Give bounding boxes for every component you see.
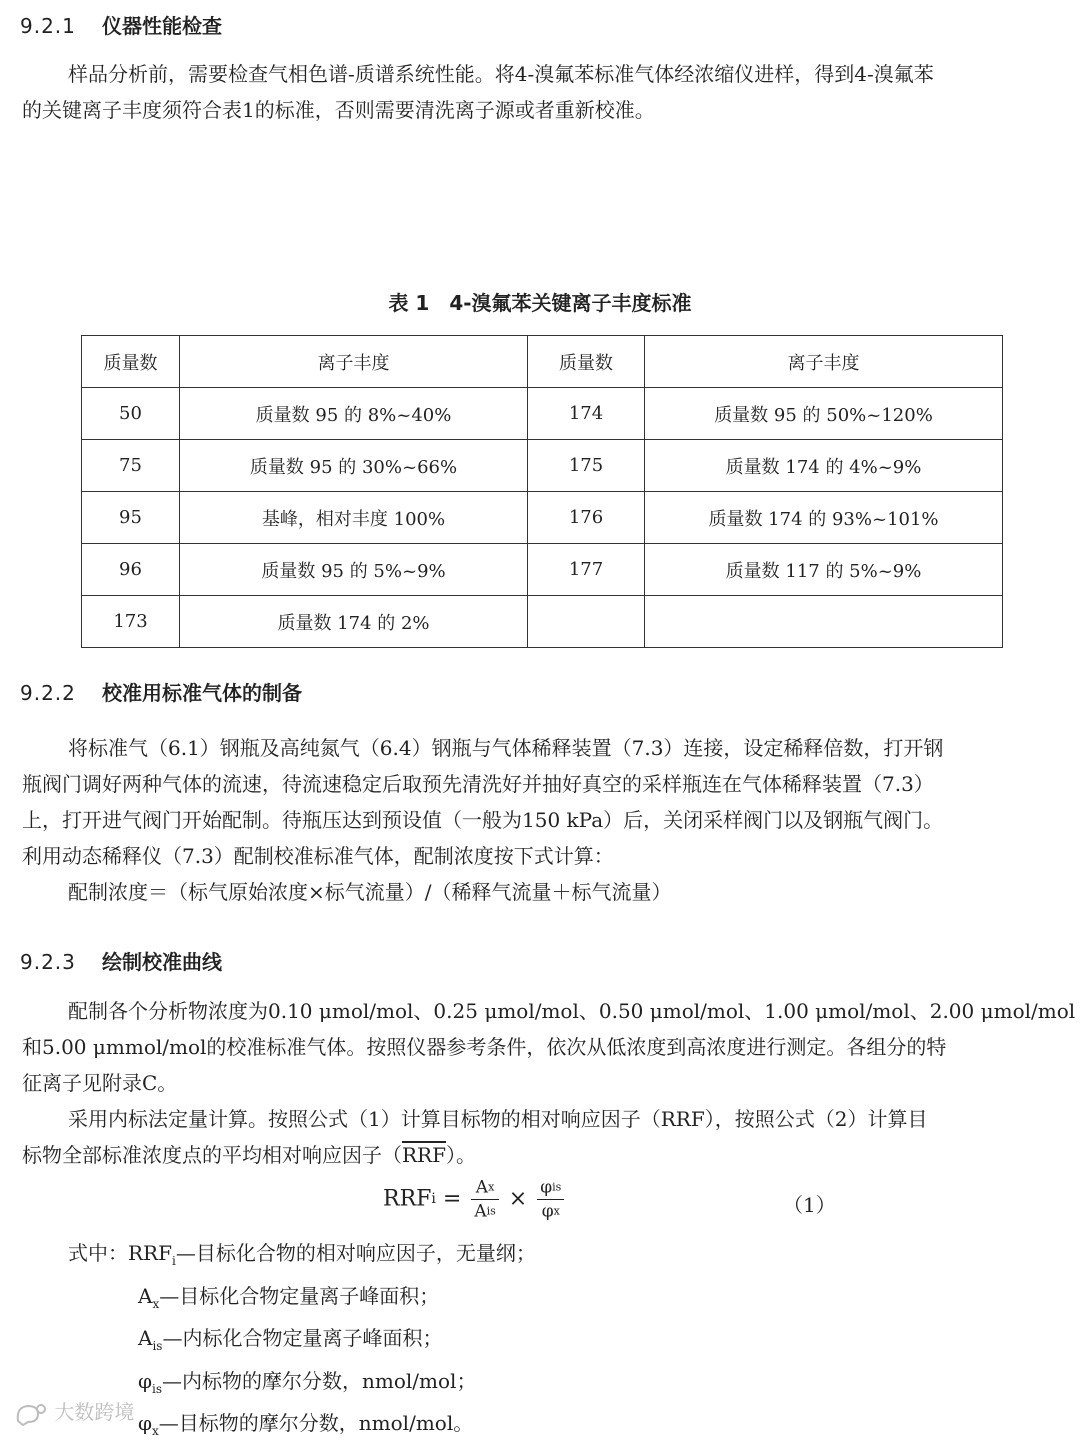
definition-symbol-sub: is bbox=[152, 1339, 163, 1353]
table-cell: 质量数 95 的 5%~9% bbox=[180, 544, 528, 596]
frac-denominator: φ bbox=[541, 1201, 554, 1221]
concentration-formula-line: 配制浓度＝（标气原始浓度×标气流量）/（稀释气流量＋标气流量） bbox=[68, 880, 672, 904]
table-cell: 质量数 117 的 5%~9% bbox=[645, 544, 1003, 596]
table-row bbox=[82, 440, 1003, 492]
table-cell: 75 bbox=[82, 440, 180, 492]
definition-text: —内标化合物定量离子峰面积； bbox=[162, 1326, 443, 1350]
section-heading-921 bbox=[20, 10, 222, 39]
text-line bbox=[22, 1137, 1062, 1173]
table-cell bbox=[645, 596, 1003, 648]
table-cell: 质量数 95 的 8%~40% bbox=[180, 388, 528, 440]
paragraph-instrument-check bbox=[22, 56, 1062, 128]
definition-text: —目标化合物的相对响应因子，无量纲； bbox=[175, 1241, 536, 1265]
text-fragment: ）。 bbox=[446, 1143, 476, 1167]
table-row bbox=[82, 596, 1003, 648]
rrf-formula bbox=[383, 1176, 567, 1222]
formula-times: × bbox=[508, 1186, 528, 1212]
section-title: 仪器性能检查 bbox=[102, 14, 222, 38]
table-cell: 基峰，相对丰度 100% bbox=[180, 492, 528, 544]
header-mass-number: 质量数 bbox=[82, 336, 180, 388]
table-cell: 96 bbox=[82, 544, 180, 596]
text-line: 征离子见附录C。 bbox=[22, 1071, 178, 1095]
table-caption: 表 1 4-溴氟苯关键离子丰度标准 bbox=[388, 291, 692, 315]
definition-symbol: RRF bbox=[128, 1241, 172, 1265]
table-cell: 50 bbox=[82, 388, 180, 440]
frac-denominator-sub: x bbox=[553, 1204, 560, 1217]
section-title: 校准用标准气体的制备 bbox=[102, 681, 302, 705]
frac-denominator-sub: is bbox=[486, 1204, 496, 1217]
definition-symbol: A bbox=[138, 1326, 153, 1350]
definition-row bbox=[68, 1321, 536, 1364]
rrf-mean-symbol: $\overline{RRF}$ bbox=[402, 1143, 446, 1167]
definition-symbol-sub: i bbox=[172, 1254, 176, 1268]
table-header-row bbox=[82, 336, 1003, 388]
table-cell: 质量数 174 的 93%~101% bbox=[645, 492, 1003, 544]
frac-numerator: A bbox=[475, 1177, 489, 1198]
formula-fraction-area bbox=[471, 1176, 498, 1222]
definition-row bbox=[68, 1279, 536, 1322]
paragraph-calibration-curve bbox=[22, 993, 1076, 1173]
watermark-text: 大数跨境 bbox=[54, 1400, 135, 1424]
text-line: 将标准气（6.1）钢瓶及高纯氮气（6.4）钢瓶与气体稀释装置（7.3）连接，设定稀释倍数，打开钢 bbox=[68, 736, 944, 760]
text-line: 配制各个分析物浓度为0.10 μmol/mol、0.25 μmol/mol、0.50 μmol/mol、1.00 μmol/mol、2.00 μmol/mol bbox=[68, 999, 1076, 1023]
table-cell: 质量数 95 的 30%~66% bbox=[180, 440, 528, 492]
watermark-logo-icon bbox=[14, 1401, 48, 1427]
definition-text: —目标化合物定量离子峰面积； bbox=[159, 1283, 440, 1308]
table-cell: 质量数 174 的 2% bbox=[180, 596, 528, 648]
table-row bbox=[82, 388, 1003, 440]
section-number: 9.2.2 bbox=[20, 681, 76, 705]
text-line: 样品分析前，需要检查气相色谱-质谱系统性能。将4-溴氟苯标准气体经浓缩仪进样，得到4-溴氟苯 bbox=[68, 62, 934, 86]
definition-row bbox=[68, 1406, 536, 1449]
formula-equals: = bbox=[442, 1186, 462, 1212]
section-number: 9.2.1 bbox=[20, 14, 76, 38]
symbol-definitions bbox=[68, 1236, 536, 1449]
frac-numerator-sub: x bbox=[488, 1180, 495, 1194]
text-line: 瓶阀门调好两种气体的流速，待流速稳定后取预先清洗好并抽好真空的采样瓶连在气体稀释装置（7.3） bbox=[22, 772, 934, 796]
formula-lhs-sub: i bbox=[431, 1191, 436, 1207]
table-cell: 175 bbox=[528, 440, 645, 492]
definition-symbol-sub: is bbox=[152, 1381, 163, 1396]
table-cell: 173 bbox=[82, 596, 180, 648]
table-cell: 质量数 174 的 4%~9% bbox=[645, 440, 1003, 492]
paragraph-standard-gas-preparation bbox=[22, 730, 1062, 910]
table-cell bbox=[528, 596, 645, 648]
table-cell: 174 bbox=[528, 388, 645, 440]
text-line: 利用动态稀释仪（7.3）配制校准标准气体，配制浓度按下式计算： bbox=[22, 844, 614, 868]
ion-abundance-table bbox=[81, 335, 1003, 648]
definition-symbol: φ bbox=[138, 1411, 153, 1435]
table-cell: 95 bbox=[82, 492, 180, 544]
definition-symbol: A bbox=[138, 1283, 153, 1308]
text-line: 的关键离子丰度须符合表1的标准，否则需要清洗离子源或者重新校准。 bbox=[22, 98, 655, 122]
definition-lead: 式中： bbox=[68, 1241, 128, 1265]
definition-symbol: φ bbox=[138, 1368, 153, 1393]
text-line: 上，打开进气阀门开始配制。待瓶压达到预设值（一般为150 kPa）后，关闭采样阀门以及钢瓶气阀门。 bbox=[22, 808, 944, 832]
header-mass-number: 质量数 bbox=[528, 336, 645, 388]
table-row bbox=[82, 544, 1003, 596]
section-heading-922 bbox=[20, 677, 302, 706]
frac-numerator: φ bbox=[540, 1177, 553, 1198]
definition-text: —目标物的摩尔分数，nmol/mol。 bbox=[158, 1411, 474, 1435]
definition-row bbox=[68, 1364, 536, 1407]
equation-number: （1） bbox=[783, 1193, 836, 1217]
section-number: 9.2.3 bbox=[20, 950, 76, 974]
definition-symbol-sub: x bbox=[152, 1296, 160, 1311]
header-ion-abundance: 离子丰度 bbox=[180, 336, 528, 388]
table-cell: 176 bbox=[528, 492, 645, 544]
table-row bbox=[82, 492, 1003, 544]
formula-fraction-mole bbox=[537, 1176, 564, 1222]
text-line: 和5.00 μmmol/mol的校准标准气体。按照仪器参考条件，依次从低浓度到高浓度进行测定。各组分的特 bbox=[22, 1035, 947, 1059]
definition-text: —内标物的摩尔分数，nmol/mol； bbox=[162, 1368, 477, 1393]
text-fragment: 标物全部标准浓度点的平均相对响应因子（ bbox=[22, 1143, 402, 1167]
section-title: 绘制校准曲线 bbox=[102, 950, 222, 974]
table-cell: 质量数 95 的 50%~120% bbox=[645, 388, 1003, 440]
watermark bbox=[14, 1396, 134, 1427]
text-line: 采用内标法定量计算。按照公式（1）计算目标物的相对响应因子（RRF），按照公式（2）计算目 bbox=[68, 1107, 928, 1131]
table-cell: 177 bbox=[528, 544, 645, 596]
header-ion-abundance: 离子丰度 bbox=[645, 336, 1003, 388]
section-heading-923 bbox=[20, 946, 222, 975]
definition-symbol-sub: x bbox=[152, 1424, 159, 1438]
definition-row bbox=[68, 1236, 536, 1279]
frac-denominator: A bbox=[474, 1201, 487, 1221]
frac-numerator-sub: is bbox=[552, 1180, 562, 1194]
formula-lhs: RRF bbox=[383, 1186, 432, 1212]
